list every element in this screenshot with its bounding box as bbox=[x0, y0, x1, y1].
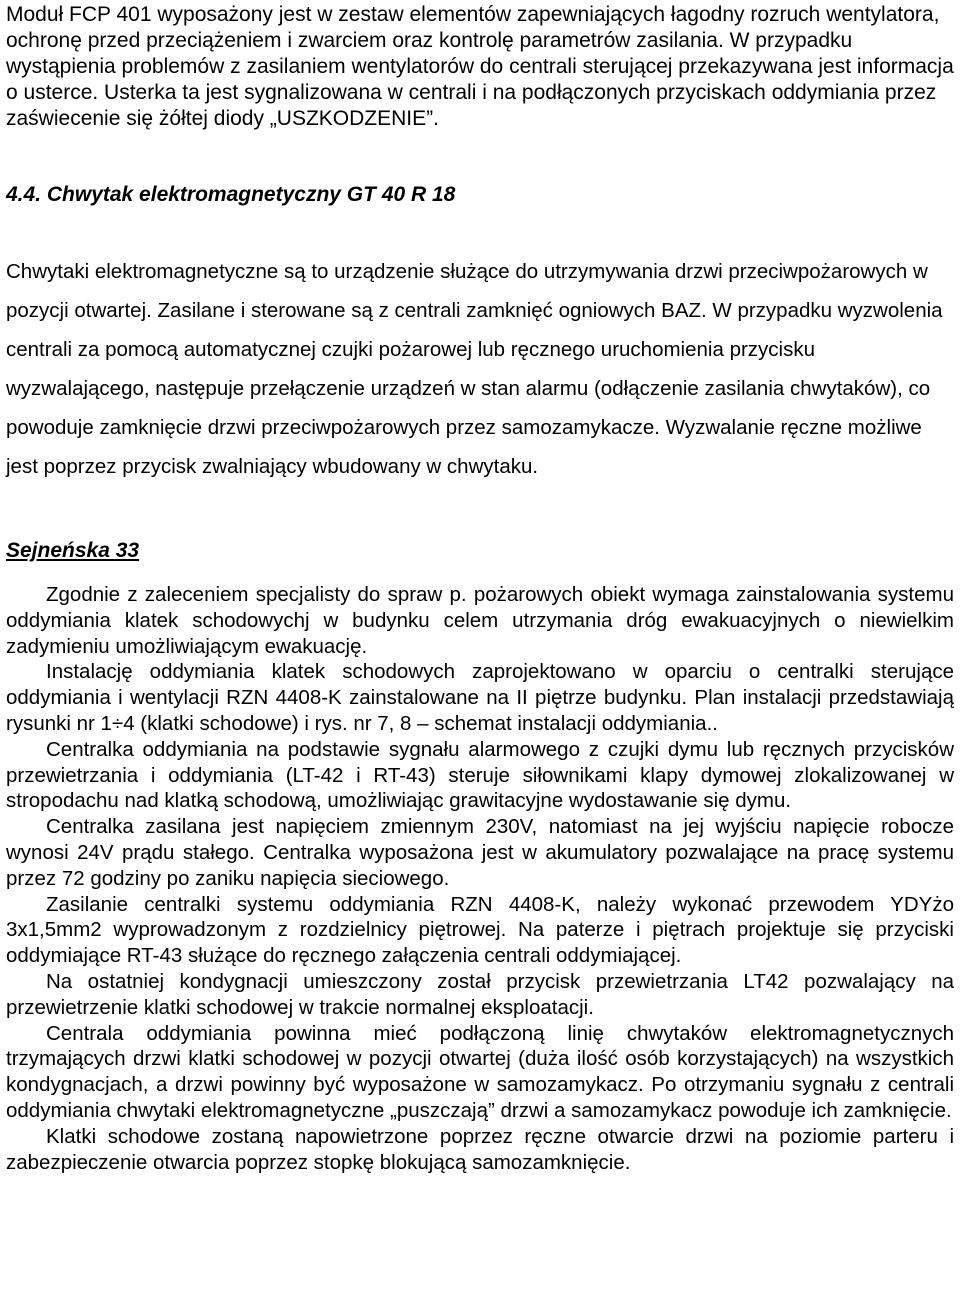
body-text bbox=[6, 582, 954, 1175]
section-heading: 4.4. Chwytak elektromagnetyczny GT 40 R 18 bbox=[6, 183, 456, 206]
document-page bbox=[6, 0, 954, 1175]
body-paragraph-8: Klatki schodowe zostaną napowietrzone poprzez ręczne otwarcie drzwi na poziomie parteru i zabezpieczenie otwarcia poprzez stopkę blokującą samozamknięcie. bbox=[6, 1124, 954, 1174]
body-paragraph-1: Zgodnie z zaleceniem specjalisty do spraw p. pożarowych obiekt wymaga zainstalowania systemu oddymiania klatek schodowychj w budynku celem utrzymania dróg ewakuacyjnych o niewielkim zadymieniu umożliwiającym ewakuację. bbox=[6, 583, 954, 658]
body-paragraph-3: Centralka oddymiania na podstawie sygnału alarmowego z czujki dymu lub ręcznych przycisków przewietrzania i oddymiania (LT-42 i RT-43) steruje siłownikami klapy dymowej zlokalizowanej w stropodachu nad klatką schodową, umożliwiając grawitacyjne wydostawanie się dymu. bbox=[6, 737, 954, 813]
body-paragraph-2: Instalację oddymiania klatek schodowych zaprojektowano w oparciu o centralki sterujące oddymiania i wentylacji RZN 4408-K zainstalowane na II piętrze budynku. Plan instalacji przedstawiają rysunki nr 1÷4 (klatki schodowe) i rys. nr 7, 8 – schemat instalacji oddymiania.. bbox=[6, 660, 954, 735]
body-paragraph-5: Zasilanie centralki systemu oddymiania RZN 4408-K, należy wykonać przewodem YDYżo 3x1,5mm2 wyprowadzonym z rozdzielnicy piętrowej. Na paterze i piętrach projektuje się przyciski oddymiające RT-43 służące do ręcznego załączenia centrali oddymiającej. bbox=[6, 892, 954, 968]
body-paragraph-7: Centrala oddymiania powinna mieć podłączoną linię chwytaków elektromagnetycznych trzymających drzwi klatki schodowej w pozycji otwartej (duża ilość osób korzystających) na wszystkich kondygnacjach, a drzwi powinny być wyposażone w samozamykacz. Po otrzymaniu sygnału z centrali oddymiania chwytaki elektromagnetyczne „puszczają” drzwi a samozamykacz powoduje ich zamknięcie. bbox=[6, 1021, 954, 1122]
body-paragraph-6: Na ostatniej kondygnacji umieszczony został przycisk przewietrzania LT42 pozwalający na przewietrzenie klatki schodowej w trakcie normalnej eksploatacji. bbox=[6, 969, 954, 1019]
section-paragraph: Chwytaki elektromagnetyczne są to urządzenie służące do utrzymywania drzwi przeciwpożarowych w pozycji otwartej. Zasilane i sterowane są z centrali zamknięć ogniowych BAZ. W przypadku wyzwolenia centrali za pomocą automatycznej czujki pożarowej lub ręcznego uruchomienia przycisku wyzwalającego, następuje przełączenie urządzeń w stan alarmu (odłączenie zasilania chwytaków), co powoduje zamknięcie drzwi przeciwpożarowych przez samozamykacze. Wyzwalanie ręczne możliwe jest poprzez przycisk zwalniający wbudowany w chwytaku. bbox=[6, 260, 943, 478]
body-paragraph-4: Centralka zasilana jest napięciem zmiennym 230V, natomiast na jej wyjściu napięcie robocze wynosi 24V prądu stałego. Centralka wyposażona jest w akumulatory pozwalające na pracę systemu przez 72 godziny po zaniku napięcia sieciowego. bbox=[6, 815, 954, 890]
address-subheading: Sejneńska 33 bbox=[6, 539, 140, 562]
intro-paragraph: Moduł FCP 401 wyposażony jest w zestaw elementów zapewniających łagodny rozruch wentylatora, ochronę przed przeciążeniem i zwarciem oraz kontrolę parametrów zasilania. W przypadku wystąpienia problemów z zasilaniem wentylatorów do centrali sterującej przekazywana jest informacja o usterce. Usterka ta jest sygnalizowana w centrali i na podłączonych przyciskach oddymiania przez zaświecenie się żółtej diody „USZKODZENIE”. bbox=[6, 3, 954, 130]
